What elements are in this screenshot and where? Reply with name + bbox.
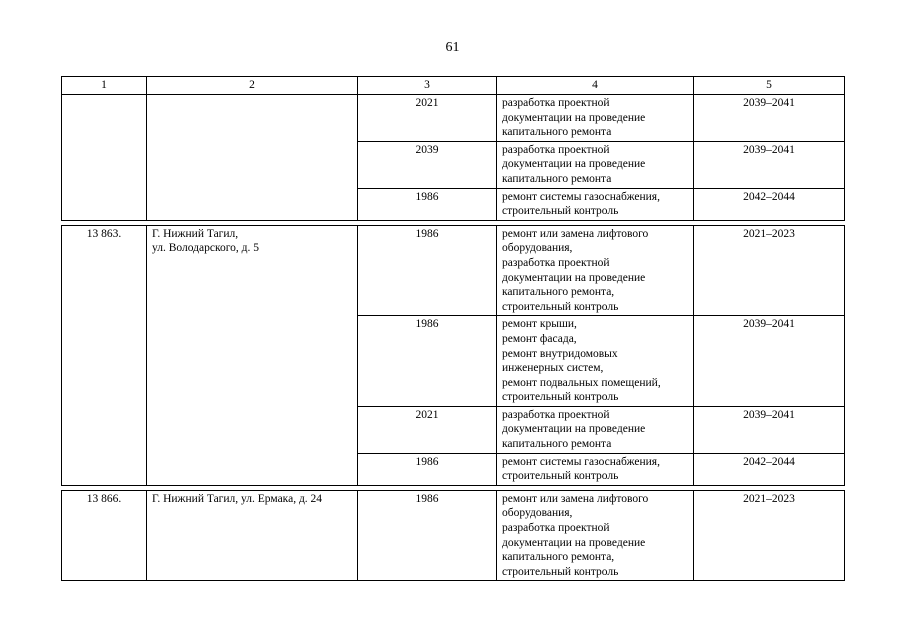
period-cell: 2039–2041	[694, 141, 845, 188]
works-cell: ремонт или замена лифтового оборудования, разработка проектной документации на проведение капитального ремонта, строительный контроль	[497, 490, 694, 581]
period-cell: 2021–2023	[694, 490, 845, 581]
table-row	[62, 490, 845, 581]
object-number-cell: 13 866.	[62, 490, 147, 581]
period-cell: 2042–2044	[694, 188, 845, 220]
column-header: 4	[497, 77, 694, 95]
period-cell: 2039–2041	[694, 316, 845, 407]
column-header: 1	[62, 77, 147, 95]
table-row	[62, 95, 845, 142]
year-cell: 2021	[358, 406, 497, 453]
works-cell: разработка проектной документации на проведение капитального ремонта	[497, 406, 694, 453]
year-cell: 1986	[358, 188, 497, 220]
column-header: 5	[694, 77, 845, 95]
page-number: 61	[445, 40, 460, 55]
works-cell: ремонт системы газоснабжения, строительный контроль	[497, 453, 694, 485]
year-cell: 2039	[358, 141, 497, 188]
year-cell: 2021	[358, 95, 497, 142]
column-header: 2	[147, 77, 358, 95]
year-cell: 1986	[358, 225, 497, 316]
period-cell: 2039–2041	[694, 95, 845, 142]
period-cell: 2021–2023	[694, 225, 845, 316]
object-number-cell: 13 863.	[62, 225, 147, 485]
column-header: 3	[358, 77, 497, 95]
year-cell: 1986	[358, 490, 497, 581]
year-cell: 1986	[358, 453, 497, 485]
period-cell: 2039–2041	[694, 406, 845, 453]
address-cell: Г. Нижний Тагил, ул. Ермака, д. 24	[147, 490, 358, 581]
works-cell: ремонт или замена лифтового оборудования, разработка проектной документации на проведение капитального ремонта, строительный контроль	[497, 225, 694, 316]
works-cell: ремонт крыши, ремонт фасада, ремонт внутридомовых инженерных систем, ремонт подвальных помещений, строительный контроль	[497, 316, 694, 407]
works-cell: разработка проектной документации на проведение капитального ремонта	[497, 141, 694, 188]
year-cell: 1986	[358, 316, 497, 407]
object-number-cell	[62, 95, 147, 221]
works-cell: ремонт системы газоснабжения, строительный контроль	[497, 188, 694, 220]
works-cell: разработка проектной документации на проведение капитального ремонта	[497, 95, 694, 142]
address-cell	[147, 95, 358, 221]
table-row	[62, 225, 845, 316]
table-header-row	[62, 77, 845, 95]
repair-schedule-table	[61, 76, 845, 581]
period-cell: 2042–2044	[694, 453, 845, 485]
address-cell: Г. Нижний Тагил, ул. Володарского, д. 5	[147, 225, 358, 485]
